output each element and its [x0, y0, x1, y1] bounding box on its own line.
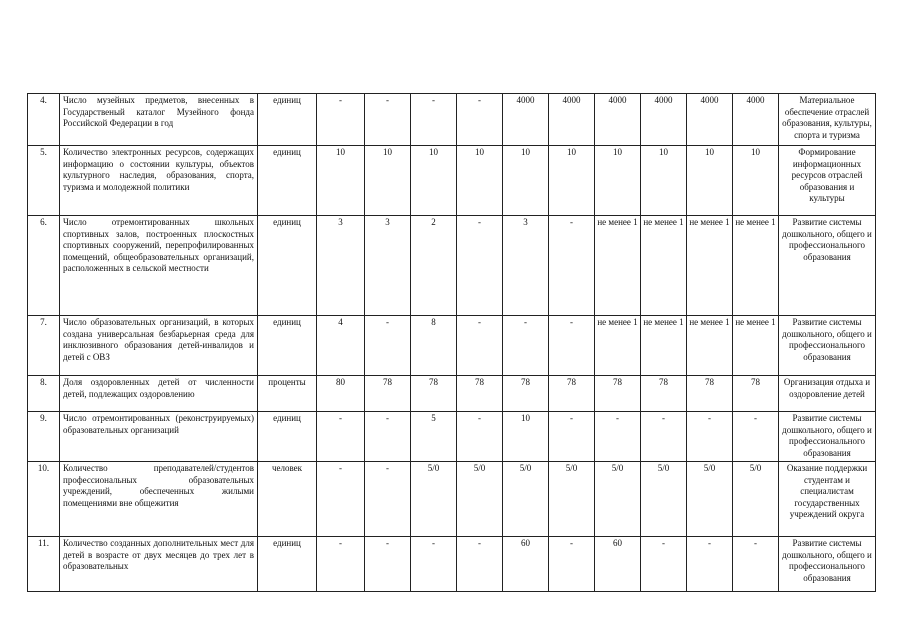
year-value-cell: 10 — [595, 146, 641, 216]
year-value-cell: - — [317, 412, 365, 462]
unit-cell: проценты — [258, 376, 317, 412]
goal-cell: Развитие системы дошкольного, общего и профессионального образования — [779, 216, 876, 316]
year-value-cell: 78 — [411, 376, 457, 412]
year-value-cell: не менее 1 — [595, 216, 641, 316]
year-value-cell: - — [549, 537, 595, 592]
year-value-cell: 2 — [411, 216, 457, 316]
year-value-cell: 10 — [411, 146, 457, 216]
year-value-cell: - — [549, 216, 595, 316]
year-value-cell: 5/0 — [503, 462, 549, 537]
row-number-cell: 4. — [28, 94, 60, 146]
table-row — [28, 537, 876, 592]
year-value-cell: 5/0 — [733, 462, 779, 537]
year-value-cell: - — [457, 412, 503, 462]
year-value-cell: - — [549, 412, 595, 462]
year-value-cell: 78 — [733, 376, 779, 412]
table-row — [28, 216, 876, 316]
year-value-cell: не менее 1 — [687, 216, 733, 316]
year-value-cell: 5 — [411, 412, 457, 462]
year-value-cell: - — [641, 412, 687, 462]
table-body — [28, 94, 876, 592]
year-value-cell: 78 — [365, 376, 411, 412]
goal-cell: Организация отдыха и оздоровление детей — [779, 376, 876, 412]
row-number-cell: 10. — [28, 462, 60, 537]
year-value-cell: не менее 1 — [733, 216, 779, 316]
indicator-name-cell: Количество преподавателей/студентов профессиональных образовательных учреждений, обеспеченных жилыми помещениями вне общежития — [60, 462, 258, 537]
year-value-cell: 5/0 — [595, 462, 641, 537]
year-value-cell: 8 — [411, 316, 457, 376]
year-value-cell: - — [365, 94, 411, 146]
indicator-name-cell: Доля оздоровленных детей от численности детей, подлежащих оздоровлению — [60, 376, 258, 412]
unit-cell: единиц — [258, 316, 317, 376]
table-row — [28, 94, 876, 146]
year-value-cell: 5/0 — [457, 462, 503, 537]
year-value-cell: 10 — [503, 412, 549, 462]
year-value-cell: - — [457, 316, 503, 376]
year-value-cell: 10 — [687, 146, 733, 216]
table-row — [28, 462, 876, 537]
year-value-cell: 80 — [317, 376, 365, 412]
year-value-cell: - — [365, 537, 411, 592]
row-number-cell: 5. — [28, 146, 60, 216]
table-row — [28, 376, 876, 412]
unit-cell: единиц — [258, 216, 317, 316]
year-value-cell: не менее 1 — [687, 316, 733, 376]
indicator-name-cell: Количество электронных ресурсов, содержащих информацию о состоянии культуры, объектов культурного наследия, образования, спорта, туризма и молодежной политики — [60, 146, 258, 216]
year-value-cell: 5/0 — [687, 462, 733, 537]
unit-cell: единиц — [258, 412, 317, 462]
year-value-cell: 4000 — [687, 94, 733, 146]
year-value-cell: 10 — [317, 146, 365, 216]
year-value-cell: - — [733, 412, 779, 462]
table-row — [28, 412, 876, 462]
goal-cell: Развитие системы дошкольного, общего и профессионального образования — [779, 316, 876, 376]
year-value-cell: 3 — [365, 216, 411, 316]
year-value-cell: 5/0 — [641, 462, 687, 537]
year-value-cell: не менее 1 — [641, 216, 687, 316]
year-value-cell: - — [687, 537, 733, 592]
goal-cell: Материальное обеспечение отраслей образования, культуры, спорта и туризма — [779, 94, 876, 146]
row-number-cell: 6. — [28, 216, 60, 316]
goal-cell: Развитие системы дошкольного, общего и профессионального образования — [779, 412, 876, 462]
year-value-cell: 4000 — [641, 94, 687, 146]
goal-cell: Оказание поддержки студентам и специалистам государственных учреждений округа — [779, 462, 876, 537]
row-number-cell: 9. — [28, 412, 60, 462]
year-value-cell: 4000 — [595, 94, 641, 146]
year-value-cell: - — [457, 537, 503, 592]
year-value-cell: 60 — [595, 537, 641, 592]
year-value-cell: 78 — [641, 376, 687, 412]
indicator-name-cell: Число отремонтированных (реконструируемых) образовательных организаций — [60, 412, 258, 462]
year-value-cell: 60 — [503, 537, 549, 592]
unit-cell: единиц — [258, 146, 317, 216]
year-value-cell: - — [595, 412, 641, 462]
year-value-cell: 10 — [641, 146, 687, 216]
year-value-cell: 10 — [457, 146, 503, 216]
table-row — [28, 316, 876, 376]
year-value-cell: - — [411, 537, 457, 592]
indicator-name-cell: Число образовательных организаций, в которых создана универсальная безбарьерная среда для инклюзивного образования детей-инвалидов и детей с ОВЗ — [60, 316, 258, 376]
year-value-cell: - — [641, 537, 687, 592]
year-value-cell: 10 — [503, 146, 549, 216]
unit-cell: единиц — [258, 94, 317, 146]
year-value-cell: 4 — [317, 316, 365, 376]
goal-cell: Формирование информационных ресурсов отраслей образования и культуры — [779, 146, 876, 216]
year-value-cell: - — [317, 94, 365, 146]
year-value-cell: 10 — [365, 146, 411, 216]
year-value-cell: - — [503, 316, 549, 376]
row-number-cell: 7. — [28, 316, 60, 376]
year-value-cell: 78 — [595, 376, 641, 412]
year-value-cell: 4000 — [733, 94, 779, 146]
year-value-cell: 78 — [457, 376, 503, 412]
year-value-cell: 78 — [687, 376, 733, 412]
indicators-table — [27, 93, 876, 592]
year-value-cell: 10 — [549, 146, 595, 216]
unit-cell: единиц — [258, 537, 317, 592]
year-value-cell: не менее 1 — [733, 316, 779, 376]
year-value-cell: - — [411, 94, 457, 146]
year-value-cell: не менее 1 — [641, 316, 687, 376]
year-value-cell: - — [365, 316, 411, 376]
year-value-cell: - — [457, 94, 503, 146]
year-value-cell: - — [317, 537, 365, 592]
year-value-cell: - — [687, 412, 733, 462]
goal-cell: Развитие системы дошкольного, общего и профессионального образования — [779, 537, 876, 592]
table-row — [28, 146, 876, 216]
year-value-cell: 10 — [733, 146, 779, 216]
year-value-cell: - — [365, 462, 411, 537]
year-value-cell: - — [733, 537, 779, 592]
year-value-cell: 4000 — [503, 94, 549, 146]
row-number-cell: 8. — [28, 376, 60, 412]
indicator-name-cell: Число музейных предметов, внесенных в Государственый каталог Музейного фонда Российской Федерации в год — [60, 94, 258, 146]
year-value-cell: 5/0 — [411, 462, 457, 537]
year-value-cell: - — [365, 412, 411, 462]
year-value-cell: не менее 1 — [595, 316, 641, 376]
row-number-cell: 11. — [28, 537, 60, 592]
unit-cell: человек — [258, 462, 317, 537]
year-value-cell: - — [317, 462, 365, 537]
year-value-cell: - — [549, 316, 595, 376]
year-value-cell: - — [457, 216, 503, 316]
year-value-cell: 3 — [317, 216, 365, 316]
indicator-name-cell: Количество созданных дополнительных мест для детей в возрасте от двух месяцев до трех лет в образовательных — [60, 537, 258, 592]
year-value-cell: 5/0 — [549, 462, 595, 537]
year-value-cell: 4000 — [549, 94, 595, 146]
year-value-cell: 78 — [549, 376, 595, 412]
indicator-name-cell: Число отремонтированных школьных спортивных залов, построенных плоскостных спортивных сооружений, перепрофилированных помещений, общеобразовательных организаций, расположенных в сельской местности — [60, 216, 258, 316]
year-value-cell: 78 — [503, 376, 549, 412]
year-value-cell: 3 — [503, 216, 549, 316]
